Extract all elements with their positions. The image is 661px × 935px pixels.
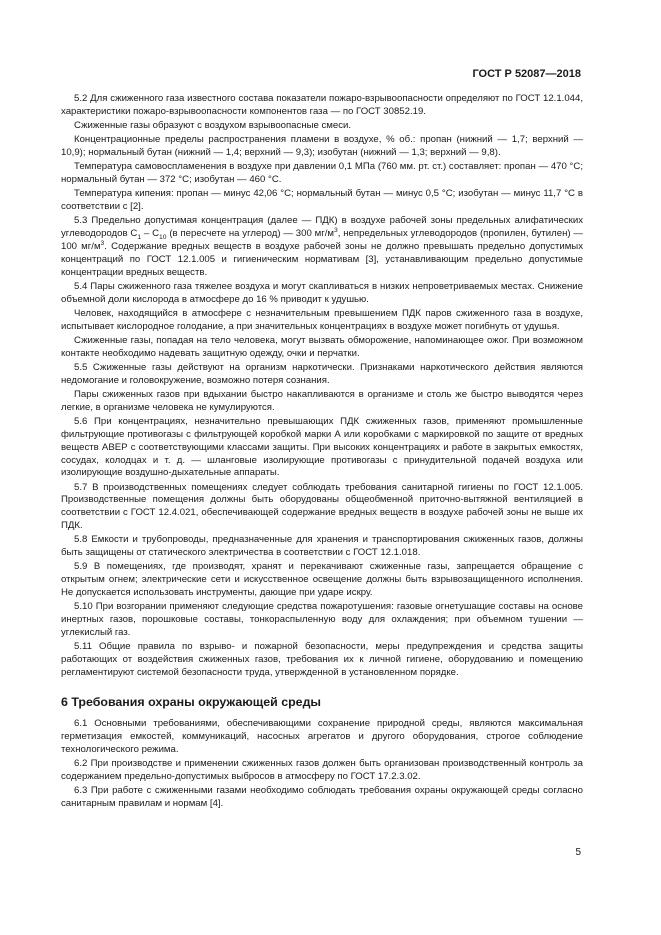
paragraph: Концентрационные пределы распространения пламени в воздухе, % об.: пропан (нижний — 1,7; верхний — 10,9); нормальный бутан (нижний — 1,4; верхний — 9,3); изобутан (нижний — 1,3; верхний — 9,8). bbox=[61, 134, 583, 158]
paragraph: Сжиженные газы, попадая на тело человека, могут вызвать обморожение, напоминающее ожог. При возможном контакте необходимо надевать защитную одежду, очки и перчатки. bbox=[61, 334, 583, 359]
page-body bbox=[61, 93, 583, 812]
paragraph: Температура кипения: пропан — минус 42,06 °С; нормальный бутан — минус 0,5 °С; изобутан — минус 11,7 °С в соответствии с [2]. bbox=[61, 188, 583, 212]
paragraph: Человек, находящийся в атмосфере с незначительным превышением ПДК паров сжиженного газа в воздухе, испытывает кислородное голодание, а при значительных концентрациях в воздухе может погибнуть от удушья. bbox=[61, 307, 583, 332]
page-number: 5 bbox=[575, 847, 581, 858]
paragraph-5-8: 5.8 Емкости и трубопроводы, предназначенные для хранения и транспортирования сжиженных газов, должны быть защищены от статического электричества в соответствии с ГОСТ 12.1.018. bbox=[61, 534, 583, 559]
document-code: ГОСТ Р 52087—2018 bbox=[472, 68, 581, 80]
paragraph-6-3: 6.3 При работе с сжиженными газами необходимо соблюдать требования охраны окружающей среды согласно санитарным правилам и нормам [4]. bbox=[61, 784, 583, 809]
paragraph-6-2: 6.2 При производстве и применении сжиженных газов должен быть организован производственный контроль за содержанием предельно-допустимых выбросов в атмосферу по ГОСТ 17.2.3.02. bbox=[61, 757, 583, 782]
paragraph-5-5: 5.5 Сжиженные газы действуют на организм наркотически. Признаками наркотического действия являются недомогание и головокружение, возможно потеря сознания. bbox=[61, 361, 583, 386]
paragraph-5-6: 5.6 При концентрациях, незначительно превышающих ПДК сжиженных газов, применяют промышленные фильтрующие противогазы с фильтрующей коробкой марки А или коробками с маркировкой по защите от вредных веществ АВЕР с соответствующими классами защиты. При высоких концентрациях и работе в закрытых емкостях, сосудах, колодцах и т. д. — шланговые изолирующие противогазы с принудительной подачей воздуха или изолирующие воздушно-дыхательные аппараты. bbox=[61, 415, 583, 479]
paragraph-6-1: 6.1 Основными требованиями, обеспечивающими сохранение природной среды, являются максимальная герметизация емкостей, коммуникаций, насосных агрегатов и другого оборудования, строгое соблюдение технологического режима. bbox=[61, 717, 583, 755]
paragraph-5-9: 5.9 В помещениях, где производят, хранят и перекачивают сжиженные газы, запрещается обращение с открытым огнем; электрические сети и искусственное освещение должны быть взрывозащищенного исполнения. Не допускается использовать инструменты, дающие при ударе искру. bbox=[61, 561, 583, 599]
paragraph-5-7: 5.7 В производственных помещениях следует соблюдать требования санитарной гигиены по ГОСТ 12.1.005. Производственные помещения должны быть оборудованы общеобменной приточно-вытяжной вентиляцией в соответствии с ГОСТ 12.4.021, обеспечивающей содержание вредных веществ в воздухе рабочей зоны не выше их ПДК. bbox=[61, 481, 583, 532]
paragraph-5-2: 5.2 Для сжиженного газа известного состава показатели пожаро-взрывоопасности определяют по ГОСТ 12.1.044, характеристики пожаро-взрывоопасности компонентов газа — по ГОСТ 30852.19. bbox=[61, 93, 583, 117]
paragraph: Пары сжиженных газов при вдыхании быстро накапливаются в организме и столь же быстро выводятся через легкие, в организме человека не кумулируются. bbox=[61, 388, 583, 413]
paragraph-5-3: 5.3 Предельно допустимая концентрация (далее — ПДК) в воздухе рабочей зоны предельных алифатических углеводородов $С_1 - С_{10}$ (в пересчете на углерод) — 300 $мг/м^3$, непредельных углеводородов (пропилен, бутилен) — 100 $мг/м^3$. Содержание вредных веществ в воздухе рабочей зоны не должно превышать предельно допустимых концентраций по ГОСТ 12.1.005 и гигиеническим нормативам [3], устанавливающим предельно допустимые концентрации вредных веществ. bbox=[61, 215, 584, 278]
paragraph: Сжиженные газы образуют с воздухом взрывоопасные смеси. bbox=[74, 120, 352, 131]
paragraph-5-11: 5.11 Общие правила по взрыво- и пожарной безопасности, меры предупреждения и средства защиты работающих от воздействия сжиженных газов, требования их к личной гигиене, оборудованию и помещению регламентируют системой безопасности труда, утвержденной в установленном порядке. bbox=[61, 641, 583, 678]
paragraph-5-4: 5.4 Пары сжиженного газа тяжелее воздуха и могут скапливаться в низких непроветриваемых местах. Снижение объемной доли кислорода в атмосфере до 16 % приводит к удушью. bbox=[61, 280, 583, 305]
paragraph-5-10: 5.10 При возгорании применяют следующие средства пожаротушения: газовые огнетушащие составы на основе инертных газов, порошковые составы, тонкораспыленную воду для охлаждения; при объемном тушении — углекислый газ. bbox=[61, 601, 583, 639]
section-6-heading: 6 Требования охраны окружающей среды bbox=[61, 694, 322, 709]
paragraph: Температура самовоспламенения в воздухе при давлении 0,1 МПа (760 мм. рт. ст.) составляет: пропан — 470 °С; нормальный бутан — 372 °С; изобутан — 460 °С. bbox=[61, 161, 583, 185]
